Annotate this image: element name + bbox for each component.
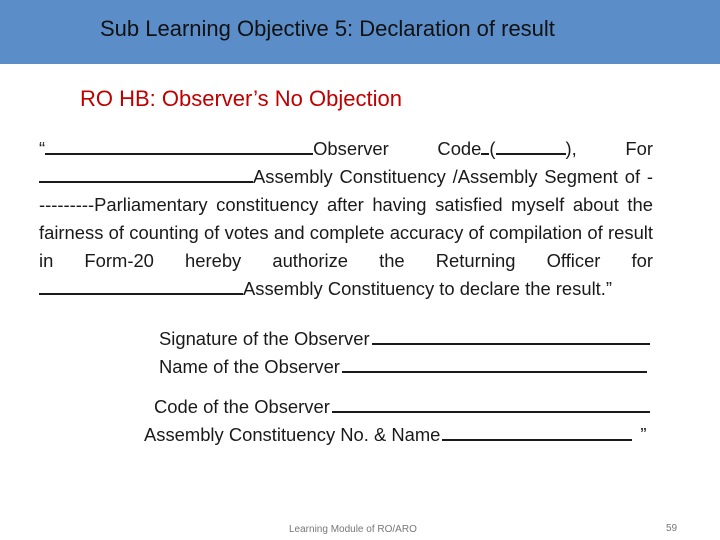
observer-blank [45, 152, 313, 155]
name-blank [342, 370, 647, 373]
main-clause-text: ---------Parliamentary constituency after having satisfied myself about the fairness of counting of votes and complete accuracy of compilation of result in Form-20 hereby authorize the Returning Officer for [39, 194, 653, 271]
ac-line [144, 424, 647, 446]
open-quote: “ [39, 138, 46, 159]
signature-blank [372, 342, 650, 345]
code-blank [332, 410, 650, 413]
declare-result-text: Assembly Constituency to declare the result.” [243, 278, 612, 299]
signature-label: Signature of the Observer [159, 328, 370, 349]
page-number: 59 [666, 523, 678, 534]
assembly-segment-text: Assembly Constituency /Assembly Segment of - [253, 166, 653, 187]
observer-code-text: Observer Code [313, 138, 482, 159]
signature-line [159, 328, 650, 350]
for-blank [39, 180, 253, 183]
footer-text: Learning Module of RO/ARO [289, 524, 417, 535]
name-label: Name of the Observer [159, 356, 340, 377]
code-label: Code of the Observer [154, 396, 330, 417]
declaration-form-image [36, 132, 660, 456]
ac-blank [39, 292, 243, 295]
close-quote: ” [640, 424, 647, 445]
slide-subtitle: RO HB: Observer’s No Objection [80, 86, 402, 111]
code-blank-b [496, 152, 566, 155]
code-line [154, 396, 650, 418]
code-paren-open: ( [489, 138, 496, 159]
declaration-paragraph [39, 135, 653, 303]
code-paren-close: ), For [565, 138, 653, 159]
ac-name-blank [442, 438, 632, 441]
title-bar [0, 0, 720, 64]
slide-title: Sub Learning Objective 5: Declaration of result [100, 16, 555, 41]
name-line [159, 356, 647, 378]
ac-label: Assembly Constituency No. & Name [144, 424, 441, 445]
